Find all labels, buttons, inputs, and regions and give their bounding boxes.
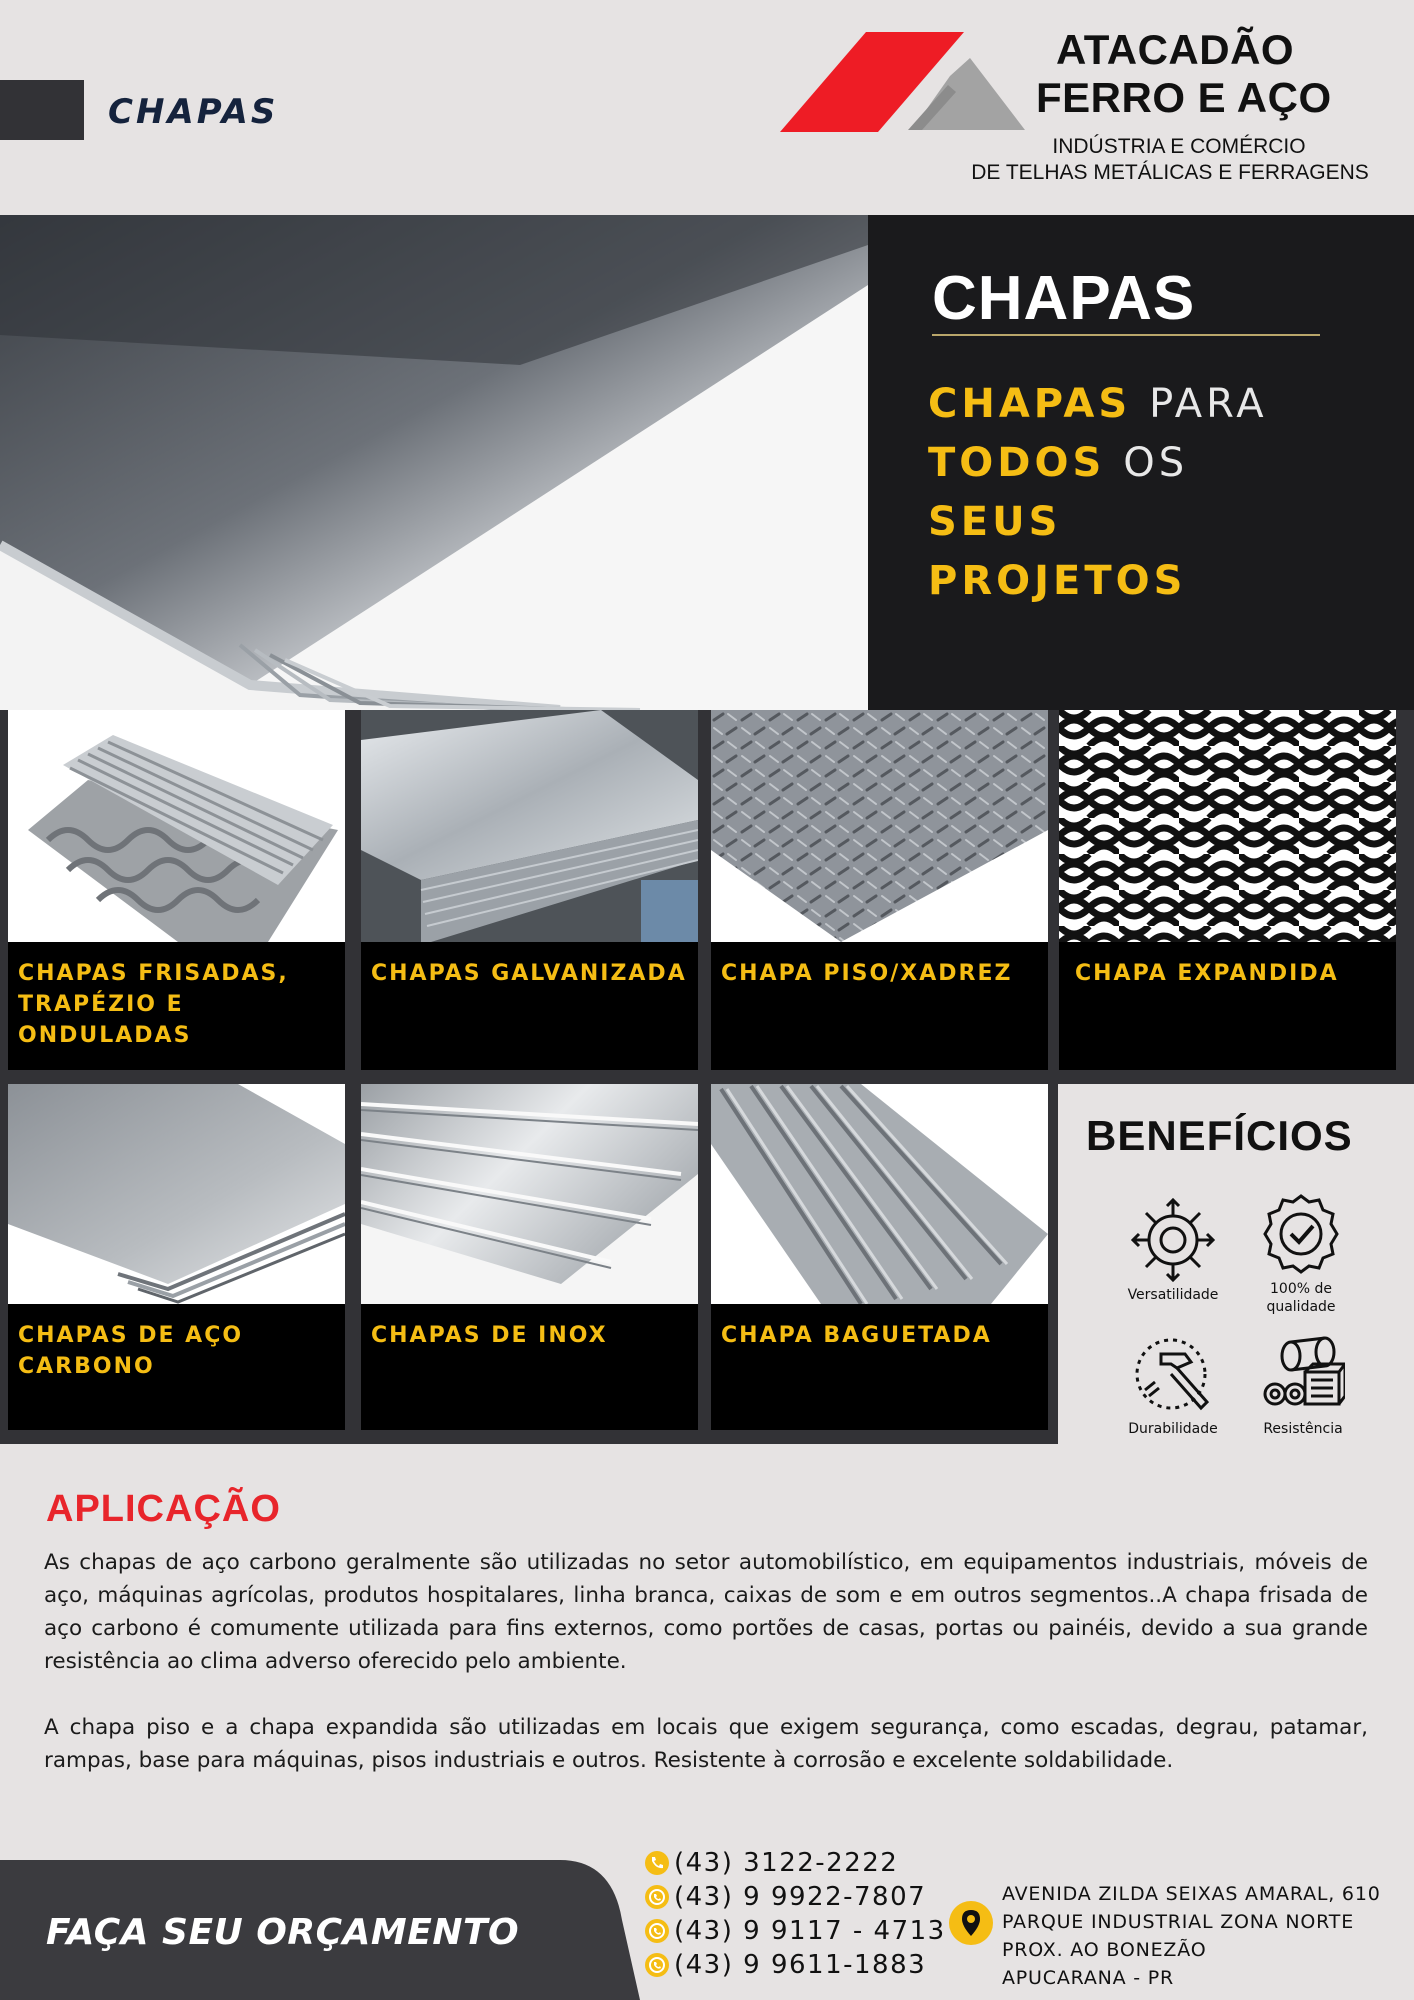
phone-item[interactable]: (43) 9 9611-1883 [644, 1948, 946, 1982]
hero-title: CHAPAS [932, 264, 1196, 333]
galvanized-sheets-image [361, 710, 698, 942]
phone-list [644, 1846, 946, 1982]
application-paragraph-2: A chapa piso e a chapa expandida são utilizadas em locais que exigem segurança, como escadas, degrau, patamar, rampas, base para máquinas, pisos industriais e outros. Resistente à corrosão e excelente soldabilidade. [44, 1715, 1368, 1773]
section-tag: CHAPAS [108, 92, 279, 132]
product-card[interactable] [8, 710, 345, 1070]
benefits-title: BENEFÍCIOS [1086, 1112, 1353, 1159]
product-card[interactable] [361, 1084, 698, 1430]
phone-item[interactable]: (43) 3122-2222 [644, 1846, 946, 1880]
quote-cta[interactable]: FAÇA SEU ORÇAMENTO [46, 1912, 520, 1953]
application-paragraph-1: As chapas de aço carbono geralmente são utilizadas no setor automobilístico, em equipamentos industriais, móveis de aço, máquinas agrícolas, produtos hospitalares, linha branca, caixas de som e em outros segmentos..A chapa frisada de aço carbono é comumente utilizada para fins externos, como portões de casas, portas ou painéis, devido a sua grande resistência ao clima adverso oferecido pelo ambiente. [44, 1550, 1368, 1674]
phone-icon [644, 1850, 670, 1876]
hero-steel-sheets-image [0, 215, 868, 710]
benefit-quality: 100% de qualidade [1246, 1192, 1356, 1316]
hero-divider [932, 334, 1320, 336]
application-text [44, 1546, 1368, 1777]
whatsapp-icon [644, 1952, 670, 1978]
gear-arrows-icon [1131, 1198, 1215, 1282]
baguette-sheets-image [711, 1084, 1048, 1304]
hammer-icon [1131, 1332, 1215, 1416]
corrugated-sheets-image [8, 710, 345, 942]
product-grid [0, 710, 1414, 1444]
whatsapp-icon [644, 1918, 670, 1944]
product-card[interactable] [711, 1084, 1048, 1430]
whatsapp-icon [644, 1884, 670, 1910]
carbon-steel-sheets-image [8, 1084, 345, 1304]
product-card[interactable] [711, 710, 1048, 1070]
application-title: APLICAÇÃO [46, 1488, 281, 1530]
brand-subtitle: INDÚSTRIA E COMÉRCIO DE TELHAS METÁLICAS E FERRAGENS [971, 135, 1369, 184]
product-label: CHAPAS DE AÇO CARBONO [18, 1323, 244, 1379]
product-label: CHAPA EXPANDIDA [1075, 961, 1339, 986]
product-card[interactable] [8, 1084, 345, 1430]
expanded-metal-image [1059, 710, 1396, 942]
phone-item[interactable]: (43) 9 9117 - 4713 [644, 1914, 946, 1948]
quality-seal-icon [1259, 1192, 1343, 1276]
product-label: CHAPAS FRISADAS, TRAPÉZIO E ONDULADAS [18, 961, 289, 1048]
hero-slogan: CHAPAS PARA TODOS OS SEUS PROJETOS [928, 381, 1268, 604]
address-block: AVENIDA ZILDA SEIXAS AMARAL, 610 PARQUE INDUSTRIAL ZONA NORTE PROX. AO BONEZÃO APUCARANA - PR [1002, 1883, 1381, 1989]
product-label: CHAPAS GALVANIZADA [371, 961, 687, 986]
product-card[interactable] [361, 710, 698, 1070]
header-accent-bar [0, 80, 84, 140]
product-label: CHAPAS DE INOX [371, 1323, 608, 1348]
brand-name-line2: FERRO E AÇO [1036, 74, 1332, 121]
benefit-durability: Durabilidade [1118, 1332, 1228, 1438]
hero-section [0, 215, 1414, 710]
benefits-panel [1058, 1084, 1414, 1444]
benefit-resistance: Resistência [1248, 1332, 1358, 1438]
stainless-sheets-image [361, 1084, 698, 1304]
brand-name-line1: ATACADÃO [1056, 26, 1295, 73]
product-label: CHAPA BAGUETADA [721, 1323, 992, 1348]
product-label: CHAPA PISO/XADREZ [721, 961, 1013, 986]
product-card[interactable] [1059, 710, 1396, 1070]
checker-plate-image [711, 710, 1048, 942]
steel-rolls-icon [1261, 1332, 1345, 1416]
hero-text-panel [868, 215, 1414, 710]
benefit-versatility: Versatilidade [1118, 1198, 1228, 1304]
phone-item[interactable]: (43) 9 9922-7807 [644, 1880, 946, 1914]
roof-logo-icon [780, 30, 1040, 135]
location-pin-icon [948, 1900, 994, 1946]
